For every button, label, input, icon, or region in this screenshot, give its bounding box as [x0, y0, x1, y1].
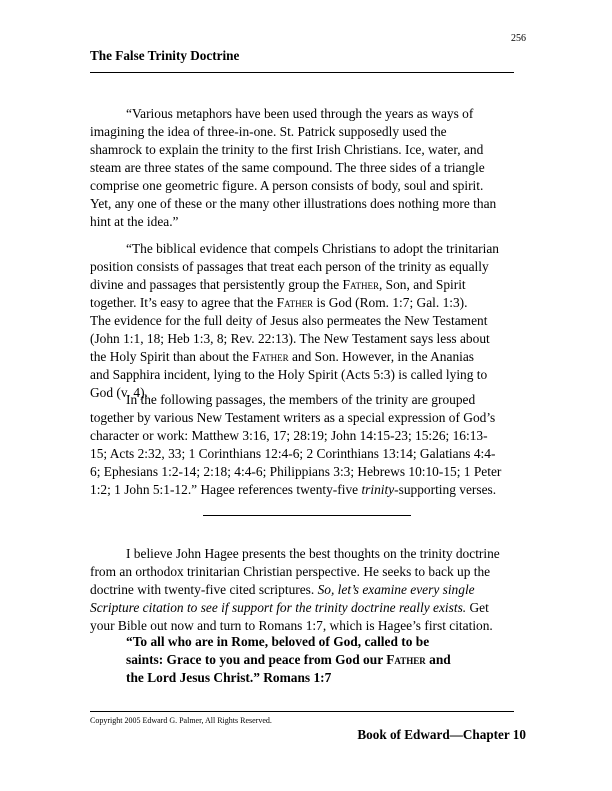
father-smallcaps: Father [342, 277, 379, 292]
quote-text: and [425, 652, 451, 667]
father-smallcaps: Father [252, 349, 289, 364]
p1-line: comprise one geometric figure. A person consists of body, soul and spirit. [90, 178, 484, 193]
p3-line: character or work: Matthew 3:16, 17; 28:19; John 14:15-23; 15:26; 16:13- [90, 428, 488, 443]
p1-line: steam are three states of the same compound. The three sides of a triangle [90, 160, 485, 175]
block-quote-romans [126, 633, 506, 687]
father-smallcaps: Father [386, 652, 426, 667]
p1-line: hint at the idea.” [90, 214, 179, 229]
p2-line: (John 1:1, 18; Heb 1:3, 8; Rev. 22:13). The New Testament says less about [90, 331, 490, 346]
p2-text: together. It’s easy to agree that the [90, 295, 277, 310]
p1-line: “Various metaphors have been used through the years as ways of [126, 106, 474, 121]
p4-line: I believe John Hagee presents the best thoughts on the trinity doctrine [126, 546, 500, 561]
p3-line: 6; Ephesians 1:2-14; 2:18; 4:4-6; Philippians 3:3; Hebrews 10:10-15; 1 Peter [90, 464, 502, 479]
p4-italic: So, let’s examine every single [317, 582, 475, 597]
p3-line: together by various New Testament writers as a special expression of God’s [90, 410, 496, 425]
paragraph-passages [90, 391, 526, 499]
p1-line: imagining the idea of three-in-one. St. Patrick supposedly used the [90, 124, 447, 139]
header-rule [90, 72, 514, 73]
paragraph-metaphors [90, 105, 526, 231]
paragraph-hagee [90, 545, 526, 635]
p2-line: “The biblical evidence that compels Christians to adopt the trinitarian [126, 241, 499, 256]
paragraph-biblical-evidence [90, 240, 526, 402]
quote-line: the Lord Jesus Christ.” Romans 1:7 [126, 670, 332, 685]
p4-line: from an orthodox trinitarian Christian perspective. He seeks to back up the [90, 564, 491, 579]
p2-line [90, 294, 526, 312]
p2-line [90, 348, 526, 366]
p3-text: 1:2; 1 John 5:1-12.” Hagee references twenty-five [90, 482, 362, 497]
p4-text: Get [466, 600, 489, 615]
p2-text: and Son. However, in the Ananias [288, 349, 475, 364]
section-separator [203, 515, 411, 516]
p4-line [90, 599, 526, 617]
p4-line [90, 581, 526, 599]
quote-line: “To all who are in Rome, beloved of God, called to be [126, 634, 430, 649]
footer-rule [90, 711, 514, 712]
p2-text: the Holy Spirit than about the [90, 349, 253, 364]
p3-line [90, 481, 526, 499]
father-smallcaps: Father [276, 295, 314, 310]
quote-line [126, 651, 506, 669]
p4-italic: Scripture citation to see if support for the trinity doctrine really exists. [90, 600, 467, 615]
quote-text: saints: Grace to you and peace from God our [126, 652, 387, 667]
p3-text: -supporting verses. [394, 482, 497, 497]
p4-text: doctrine with twenty-five cited scriptures. [90, 582, 318, 597]
p1-line: shamrock to explain the trinity to the first Irish Christians. Ice, water, and [90, 142, 484, 157]
p2-line: The evidence for the full deity of Jesus also permeates the New Testament [90, 313, 488, 328]
footer-book-title: Book of Edward—Chapter 10 [357, 727, 526, 742]
copyright-notice: Copyright 2005 Edward G. Palmer, All Rights Reserved. [90, 716, 272, 725]
p2-line: God (v. 4). [90, 385, 148, 400]
p2-line [90, 276, 526, 294]
p2-text: is God (Rom. 1:7; Gal. 1:3). [313, 295, 468, 310]
p4-line: your Bible out now and turn to Romans 1:7, which is Hagee’s first citation. [90, 618, 493, 633]
p1-line: Yet, any one of these or the many other illustrations does nothing more than [90, 196, 497, 211]
running-header-title: The False Trinity Doctrine [90, 48, 240, 63]
p2-text: , Son, and Spirit [378, 277, 466, 292]
trinity-italic: trinity [361, 482, 395, 497]
p2-line: and Sapphira incident, lying to the Holy Spirit (Acts 5:3) is called lying to [90, 367, 488, 382]
p3-line: In the following passages, the members of the trinity are grouped [126, 392, 476, 407]
p2-text: divine and passages that persistently group the [90, 277, 343, 292]
p3-line: 15; Acts 2:32, 33; 1 Corinthians 12:4-6; 2 Corinthians 13:14; Galatians 4:4- [90, 446, 496, 461]
p2-line: position consists of passages that treat each person of the trinity as equally [90, 259, 489, 274]
page-number: 256 [511, 33, 526, 44]
